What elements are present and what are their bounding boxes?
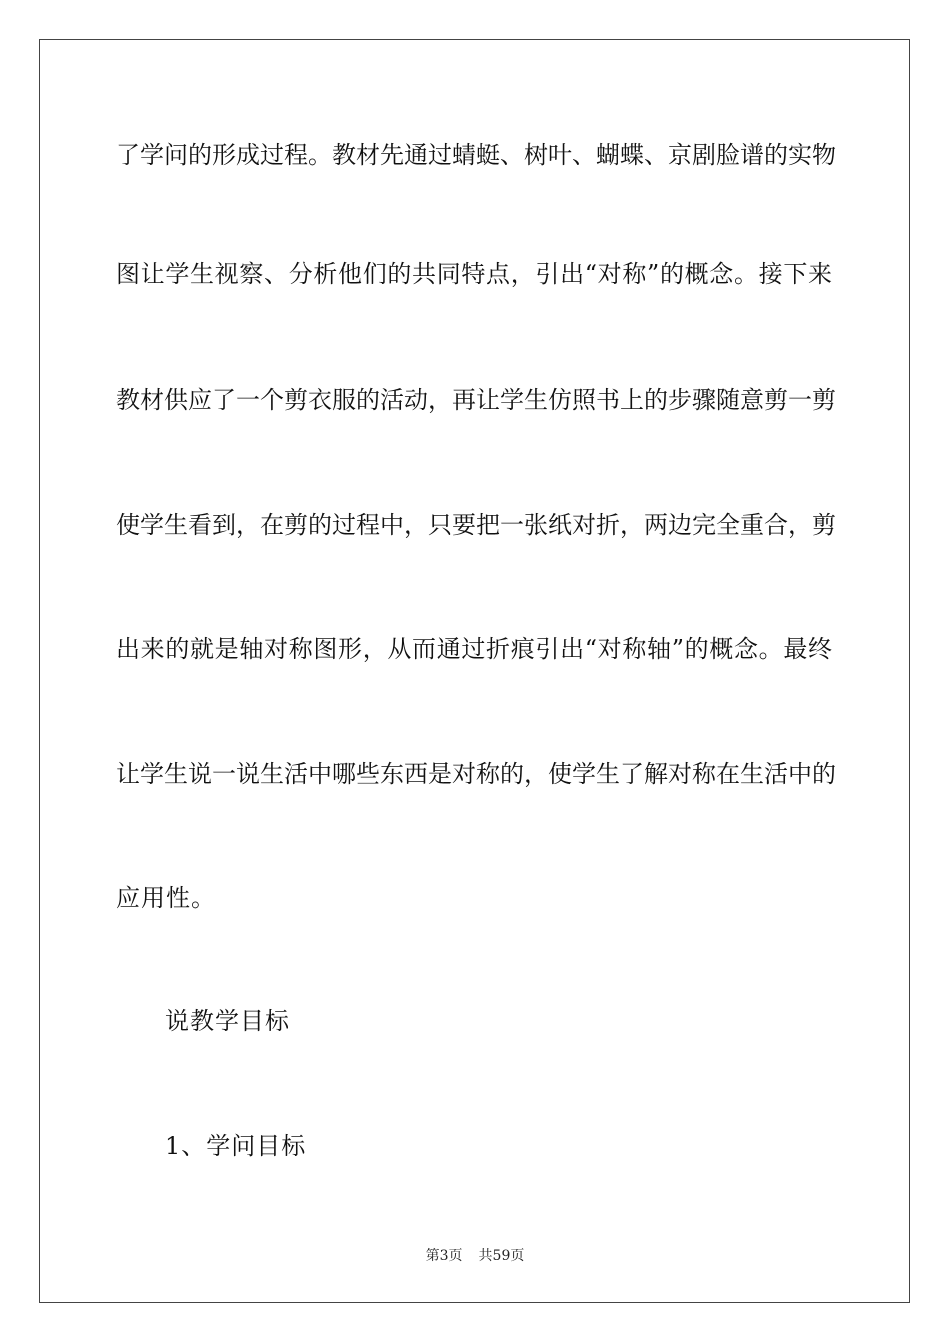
paragraph-line-7: 应用性。 [116,884,216,912]
paragraph-line-6: 让学生说一说生活中哪些东西是对称的，使学生了解对称在生活中的 [116,760,836,788]
page-footer [0,1247,950,1265]
page-total: 共59页 [478,1248,525,1264]
paragraph-line-5: 出来的就是轴对称图形，从而通过折痕引出“对称轴”的概念。最终 [116,635,832,663]
paragraph-line-3: 教材供应了一个剪衣服的活动，再让学生仿照书上的步骤随意剪一剪 [116,386,836,414]
subsection-heading: 1、学问目标 [165,1132,307,1160]
paragraph-line-4: 使学生看到，在剪的过程中，只要把一张纸对折，两边完全重合，剪 [116,511,836,539]
section-heading: 说教学目标 [165,1007,290,1035]
paragraph-line-2: 图让学生视察、分析他们的共同特点，引出“对称”的概念。接下来 [116,260,832,288]
page-border [39,39,910,1303]
page-number: 第3页 [425,1248,463,1264]
paragraph-line-1: 了学问的形成过程。教材先通过蜻蜓、树叶、蝴蝶、京剧脸谱的实物 [116,141,836,169]
